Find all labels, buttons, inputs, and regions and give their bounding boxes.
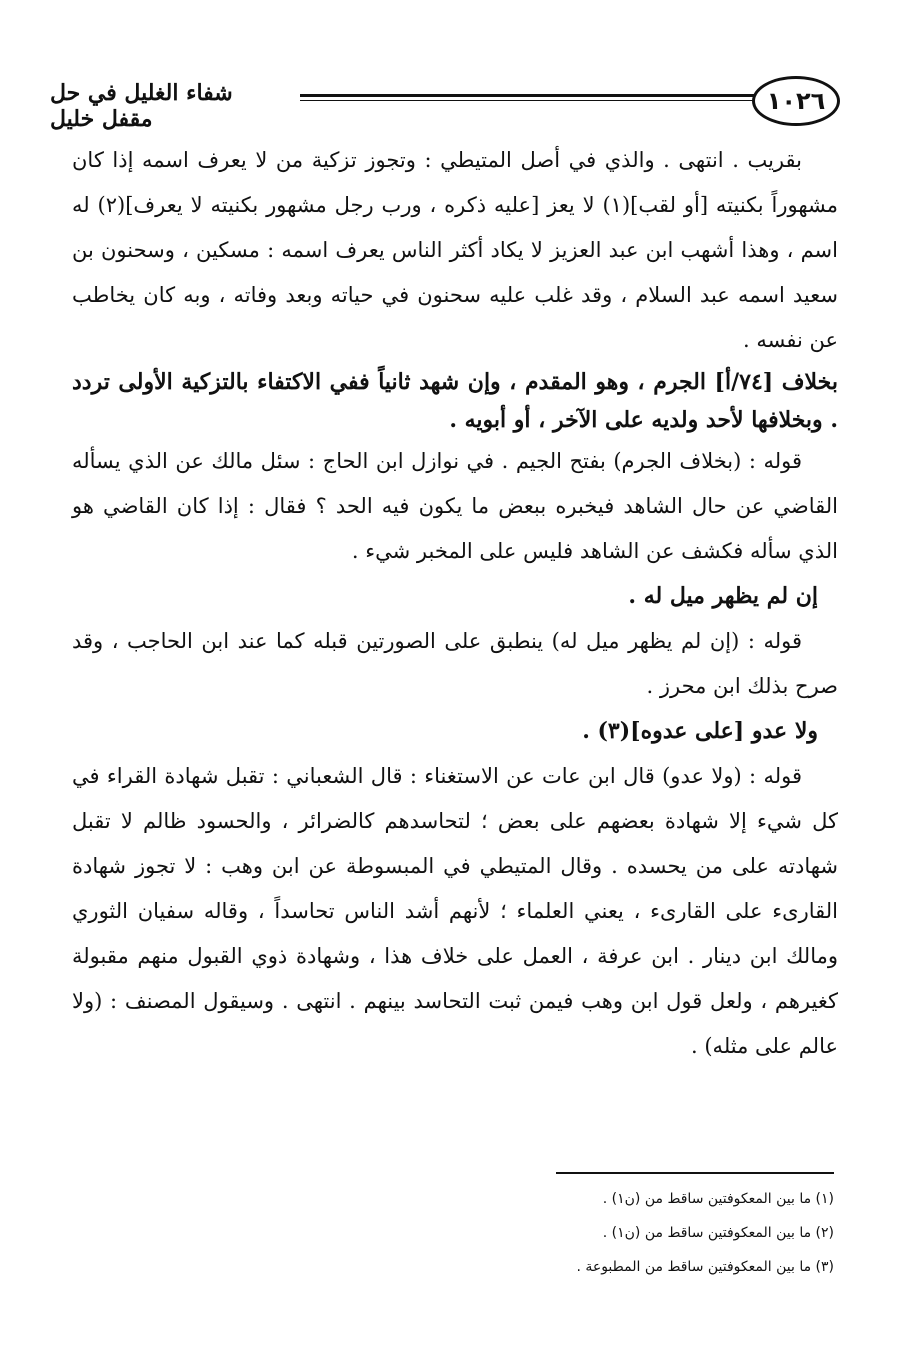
matn-block-1: بخلاف [٧٤/أ] الجرم ، وهو المقدم ، وإن شهد ثانياً ففي الاكتفاء بالتزكية الأولى تردد . وبخلافها لأحد ولديه على الآخر ، أو أبويه . — [72, 369, 839, 433]
matn-line-3: ولا عدو [على عدوه](٣) . — [582, 718, 818, 744]
footnote-1: (١) ما بين المعكوفتين ساقط من (ن١) . — [602, 1191, 834, 1207]
paragraph-2: قوله : (بخلاف الجرم) بفتح الجيم . في نوازل ابن الحاج : سئل مالك عن الذي يسأله القاضي عن حال الشاهد فيخبره ببعض ما يكون فيه الحد ؟ فقال : إذا كان القاضي هو الذي سأله فكشف عن الشاهد فليس على المخبر شيء . — [72, 449, 838, 563]
footnote-separator — [556, 1172, 834, 1174]
paragraph-3: قوله : (إن لم يظهر ميل له) ينطبق على الصورتين قبله كما عند ابن الحاجب ، وقد صرح بذلك ابن محرز . — [72, 629, 838, 698]
header-rule-thin — [300, 100, 754, 101]
main-text — [72, 138, 838, 1069]
page-header — [50, 72, 840, 130]
header-rule — [300, 94, 754, 97]
page-number: ١٠٢٦ — [766, 87, 826, 115]
paragraph-4: قوله : (ولا عدو) قال ابن عات عن الاستغناء : قال الشعباني : تقبل شهادة القراء في كل شيء إلا شهادة بعضهم على بعض ؛ لتحاسدهم كالضرائر ، والحسود ظالم لا تقبل شهادته على من يحسده . وقال المتيطي في المبسوطة عن ابن وهب : لا تجوز شهادة القارىء على القارىء ، يعني العلماء ؛ لأنهم أشد الناس تحاسداً ، وقاله سفيان الثوري ومالك ابن دينار . ابن عرفة ، العمل على خلاف هذا ، وشهادة ذوي القبول منهم مقبولة كغيرهم ، ولعل قول ابن وهب فيمن ثبت التحاسد بينهم . انتهى . وسيقول المصنف : (ولا عالم على مثله) . — [72, 764, 838, 1058]
page-number-badge — [752, 76, 840, 126]
footnote-3: (٣) ما بين المعكوفتين ساقط من المطبوعة . — [576, 1259, 834, 1275]
footnote-2: (٢) ما بين المعكوفتين ساقط من (ن١) . — [602, 1225, 834, 1241]
matn-line-2: إن لم يظهر ميل له . — [628, 583, 818, 609]
running-title: شفاء الغليل في حل مقفل خليل — [50, 80, 233, 132]
footnotes — [414, 1182, 834, 1284]
paragraph-1: بقريب . انتهى . والذي في أصل المتيطي : وتجوز تزكية من لا يعرف اسمه إذا كان مشهوراً بكنيته [أو لقب](١) لا يعز [عليه ذكره ، ورب رجل مشهور بكنيته لا يعرف](٢) له اسم ، وهذا أشهب ابن عبد العزيز لا يكاد أكثر الناس يعرف اسمه : مسكين ، وسحنون بن سعيد اسمه عبد السلام ، وقد غلب عليه سحنون في حياته وبعد وفاته ، وبه كان يخاطب عن نفسه . — [72, 148, 838, 352]
